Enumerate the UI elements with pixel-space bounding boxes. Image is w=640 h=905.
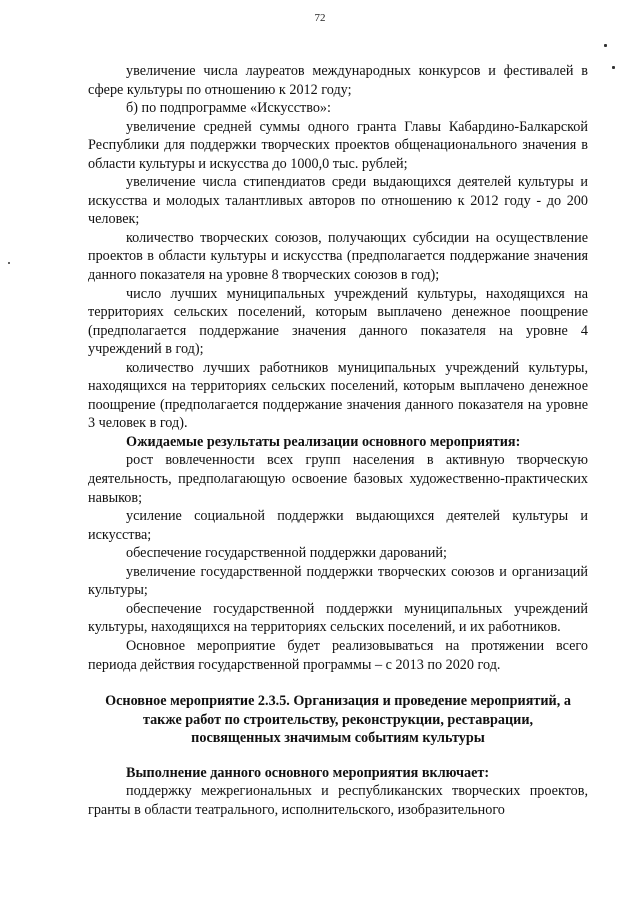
- paragraph: Основное мероприятие будет реализовываться на протяжении всего периода действия государственной программы – с 2013 по 2020 год.: [88, 637, 588, 673]
- paragraph: обеспечение государственной поддержки муниципальных учреждений культуры, находящихся на территориях сельских поселений, и их работников.: [88, 600, 588, 636]
- scan-artifact-mark: [8, 262, 10, 264]
- document-body: [88, 62, 588, 819]
- paragraph: поддержку межрегиональных и республиканских творческих проектов, гранты в области театрального, исполнительского, изобразительного: [88, 783, 588, 818]
- paragraph: увеличение государственной поддержки творческих союзов и организаций культуры;: [88, 563, 588, 599]
- results-heading: Ожидаемые результаты реализации основного мероприятия:: [126, 433, 521, 450]
- includes-heading: Выполнение данного основного мероприятия включает:: [126, 764, 490, 781]
- paragraph: рост вовлеченности всех групп населения в активную творческую деятельность, предполагающую освоение базовых художественно-практических навыков;: [88, 452, 588, 506]
- paragraph: число лучших муниципальных учреждений культуры, находящихся на территориях сельских поселений, которым выплачено денежное поощрение (предполагается поддержание значения данного показателя на уровне 4 учреждений в год);: [88, 285, 588, 358]
- spacer: [88, 748, 588, 764]
- page-number: 72: [314, 12, 326, 24]
- scan-artifact-mark: [604, 44, 607, 47]
- paragraph: увеличение числа лауреатов международных конкурсов и фестивалей в сфере культуры по отношению к 2012 году;: [88, 63, 588, 98]
- paragraph: обеспечение государственной поддержки дарований;: [126, 545, 447, 562]
- paragraph: усиление социальной поддержки выдающихся деятелей культуры и искусства;: [88, 508, 588, 543]
- paragraph: увеличение числа стипендиатов среди выдающихся деятелей культуры и искусства и молодых талантливых авторов по отношению к 2012 году - до 200 человек;: [88, 174, 588, 228]
- paragraph: б) по подпрограмме «Искусство»:: [126, 100, 331, 117]
- scan-artifact-mark: [612, 66, 615, 69]
- section-heading: Основное мероприятие 2.3.5. Организация и проведение мероприятий, а также работ по строительству, реконструкции, реставрации, посвященных значимым событиям культуры: [105, 693, 571, 747]
- paragraph: увеличение средней суммы одного гранта Главы Кабардино-Балкарской Республики для поддержки творческих проектов общенационального значения в области культуры и искусства до 1000,0 тыс. рублей;: [88, 118, 588, 172]
- spacer: [88, 674, 588, 692]
- paragraph: количество лучших работников муниципальных учреждений культуры, находящихся на территориях сельских поселений, которым выплачено денежное поощрение (предполагается поддержание значения данного показателя на уровне 3 человек в год).: [88, 359, 588, 432]
- paragraph: количество творческих союзов, получающих субсидии на осуществление проектов в области культуры и искусства (предполагается поддержание значения данного показателя на уровне 8 творческих союзов в год);: [88, 229, 588, 284]
